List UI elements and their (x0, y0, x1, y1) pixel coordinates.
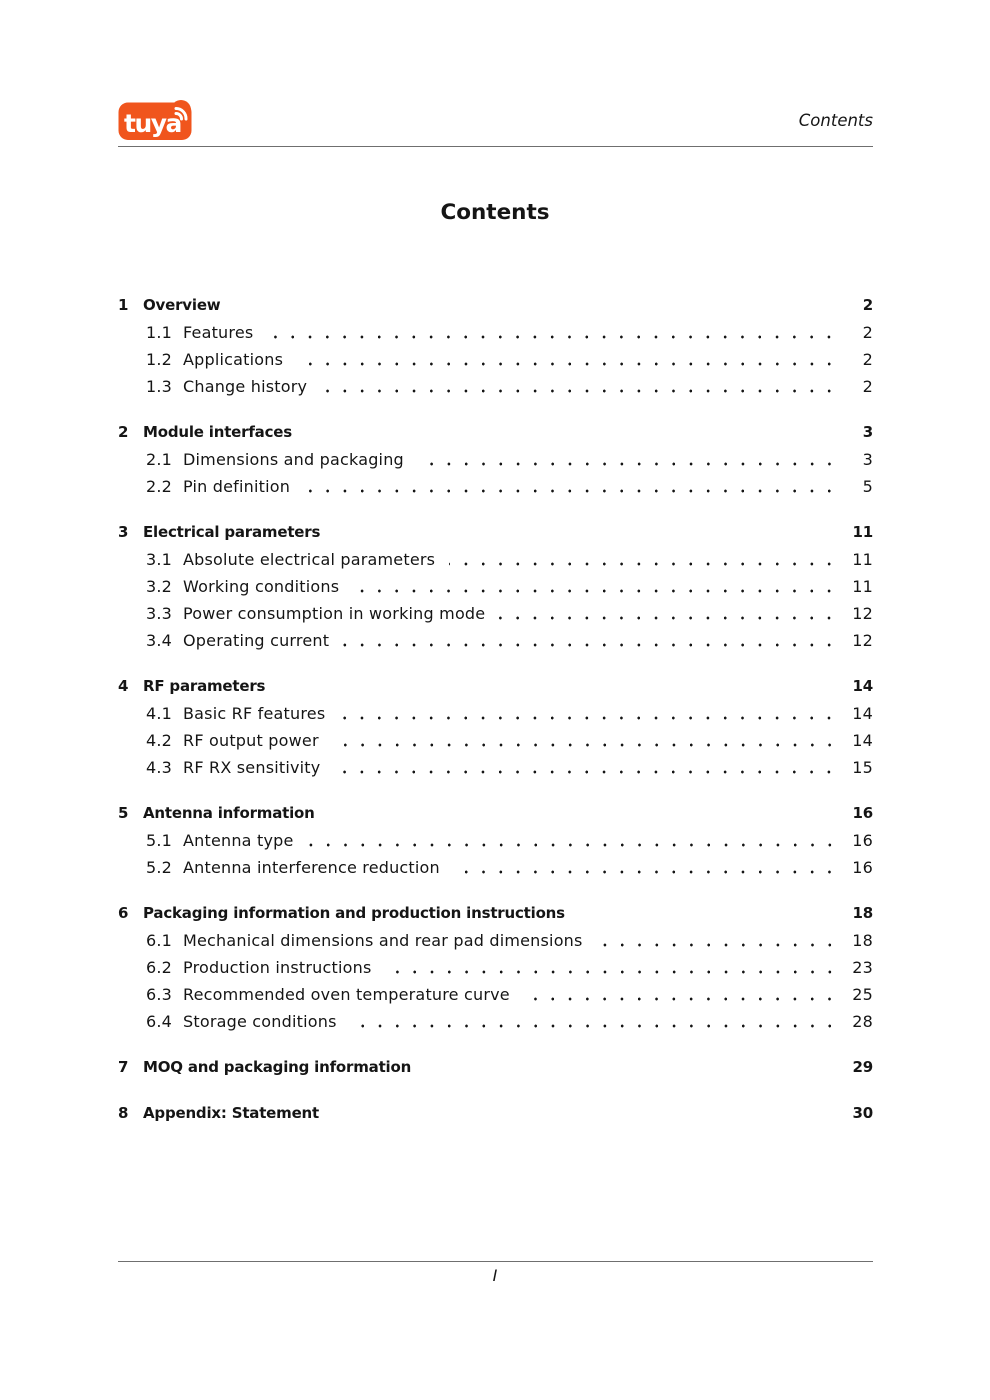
section-page: 16 (852, 804, 873, 822)
toc-subsection-entry[interactable] (118, 346, 873, 373)
section-title: RF parameters (143, 677, 266, 695)
tuya-logo (118, 99, 194, 143)
toc-section (118, 292, 873, 400)
subsection-number: 1.3 (146, 377, 173, 396)
subsection-title: Dimensions and packaging (183, 450, 404, 469)
dot-leader (499, 600, 839, 627)
section-number: 1 (118, 296, 129, 314)
subsection-title: Antenna type (183, 831, 294, 850)
subsection-title: Mechanical dimensions and rear pad dimensions (183, 931, 583, 950)
subsection-page: 2 (862, 323, 873, 342)
dot-leader (333, 727, 839, 754)
section-number: 8 (118, 1104, 129, 1122)
section-number: 7 (118, 1058, 129, 1076)
dot-leader (343, 627, 839, 654)
subsection-title: Change history (183, 377, 308, 396)
subsection-number: 4.1 (146, 704, 173, 723)
toc-section (118, 1054, 873, 1081)
section-number: 2 (118, 423, 129, 441)
toc-subsection-entry[interactable] (118, 446, 873, 473)
subsection-title: Recommended oven temperature curve (183, 985, 510, 1004)
subsection-page: 15 (852, 758, 873, 777)
footer-page-number: I (492, 1266, 498, 1285)
subsection-title: Applications (183, 350, 284, 369)
subsection-page: 28 (852, 1012, 873, 1031)
toc-subsection-entry[interactable] (118, 981, 873, 1008)
section-page: 11 (852, 523, 873, 541)
subsection-title: Storage conditions (183, 1012, 337, 1031)
subsection-page: 14 (852, 731, 873, 750)
subsection-number: 5.1 (146, 831, 173, 850)
subsection-page: 16 (852, 831, 873, 850)
section-title: Appendix: Statement (143, 1104, 320, 1122)
toc-subsection-entry[interactable] (118, 727, 873, 754)
page-title: Contents (440, 200, 550, 225)
dot-leader (308, 827, 839, 854)
dot-leader (334, 754, 839, 781)
dot-leader (353, 573, 839, 600)
section-page: 30 (852, 1104, 873, 1122)
subsection-number: 1.1 (146, 323, 173, 342)
subsection-page: 16 (852, 858, 873, 877)
toc-subsection-entry[interactable] (118, 827, 873, 854)
toc-section-entry[interactable] (118, 519, 873, 546)
subsection-page: 11 (852, 550, 873, 569)
subsection-number: 3.1 (146, 550, 173, 569)
subsection-page: 23 (852, 958, 873, 977)
section-title: MOQ and packaging information (143, 1058, 412, 1076)
subsection-page: 12 (852, 604, 873, 623)
toc-subsection-entry[interactable] (118, 373, 873, 400)
dot-leader (597, 927, 839, 954)
subsection-title: Absolute electrical parameters (183, 550, 436, 569)
toc-section-entry[interactable] (118, 900, 873, 927)
subsection-page: 2 (862, 377, 873, 396)
toc-subsection-entry[interactable] (118, 627, 873, 654)
dot-leader (418, 446, 839, 473)
subsection-title: Features (183, 323, 254, 342)
toc-section (118, 1100, 873, 1127)
section-title: Module interfaces (143, 423, 292, 441)
toc-subsection-entry[interactable] (118, 954, 873, 981)
section-number: 3 (118, 523, 129, 541)
toc-section (118, 673, 873, 781)
subsection-page: 14 (852, 704, 873, 723)
dot-leader (321, 373, 839, 400)
toc-section-entry[interactable] (118, 292, 873, 319)
dot-leader (454, 854, 839, 881)
dot-leader (524, 981, 839, 1008)
dot-leader (449, 546, 839, 573)
subsection-page: 2 (862, 350, 873, 369)
toc-subsection-entry[interactable] (118, 473, 873, 500)
subsection-title: Pin definition (183, 477, 291, 496)
section-page: 14 (852, 677, 873, 695)
dot-leader (351, 1008, 839, 1035)
subsection-page: 3 (862, 450, 873, 469)
dot-leader (267, 319, 839, 346)
subsection-title: Basic RF features (183, 704, 326, 723)
toc-section-entry[interactable] (118, 800, 873, 827)
toc-subsection-entry[interactable] (118, 700, 873, 727)
subsection-title: Operating current (183, 631, 330, 650)
dot-leader (297, 346, 839, 373)
running-header-title: Contents (798, 111, 873, 130)
subsection-number: 4.2 (146, 731, 173, 750)
subsection-title: RF output power (183, 731, 319, 750)
section-number: 4 (118, 677, 129, 695)
subsection-number: 5.2 (146, 858, 173, 877)
subsection-number: 6.3 (146, 985, 173, 1004)
toc-subsection-entry[interactable] (118, 319, 873, 346)
section-number: 6 (118, 904, 129, 922)
header-rule (118, 146, 873, 147)
subsection-title: Working conditions (183, 577, 340, 596)
section-page: 3 (862, 423, 873, 441)
section-page: 18 (852, 904, 873, 922)
subsection-page: 12 (852, 631, 873, 650)
section-title: Antenna information (143, 804, 315, 822)
toc-section (118, 519, 873, 654)
section-title: Packaging information and production instructions (143, 904, 565, 922)
subsection-title: Power consumption in working mode (183, 604, 486, 623)
toc-subsection-entry[interactable] (118, 573, 873, 600)
subsection-page: 18 (852, 931, 873, 950)
subsection-number: 3.4 (146, 631, 173, 650)
subsection-number: 6.2 (146, 958, 173, 977)
subsection-page: 11 (852, 577, 873, 596)
logo-wordmark: tuya (124, 109, 181, 138)
subsection-number: 4.3 (146, 758, 173, 777)
subsection-number: 3.2 (146, 577, 173, 596)
section-page: 2 (862, 296, 873, 314)
subsection-number: 6.4 (146, 1012, 173, 1031)
toc-section (118, 900, 873, 1035)
section-title: Electrical parameters (143, 523, 321, 541)
subsection-number: 2.2 (146, 477, 173, 496)
dot-leader (339, 700, 839, 727)
toc-section-entry[interactable] (118, 1100, 873, 1127)
subsection-title: Antenna interference reduction (183, 858, 440, 877)
subsection-title: Production instructions (183, 958, 372, 977)
toc-section-entry[interactable] (118, 673, 873, 700)
toc-subsection-entry[interactable] (118, 600, 873, 627)
subsection-page: 5 (862, 477, 873, 496)
section-number: 5 (118, 804, 129, 822)
subsection-number: 1.2 (146, 350, 173, 369)
toc (118, 292, 873, 1146)
subsection-title: RF RX sensitivity (183, 758, 321, 777)
toc-section-entry[interactable] (118, 419, 873, 446)
toc-section (118, 800, 873, 881)
subsection-page: 25 (852, 985, 873, 1004)
subsection-number: 2.1 (146, 450, 173, 469)
footer-rule (118, 1261, 873, 1262)
subsection-number: 3.3 (146, 604, 173, 623)
toc-subsection-entry[interactable] (118, 546, 873, 573)
toc-subsection-entry[interactable] (118, 927, 873, 954)
dot-leader (304, 473, 839, 500)
dot-leader (386, 954, 839, 981)
toc-section-entry[interactable] (118, 1054, 873, 1081)
section-page: 29 (852, 1058, 873, 1076)
toc-section (118, 419, 873, 500)
subsection-number: 6.1 (146, 931, 173, 950)
toc-subsection-entry[interactable] (118, 1008, 873, 1035)
section-title: Overview (143, 296, 221, 314)
toc-subsection-entry[interactable] (118, 854, 873, 881)
toc-subsection-entry[interactable] (118, 754, 873, 781)
